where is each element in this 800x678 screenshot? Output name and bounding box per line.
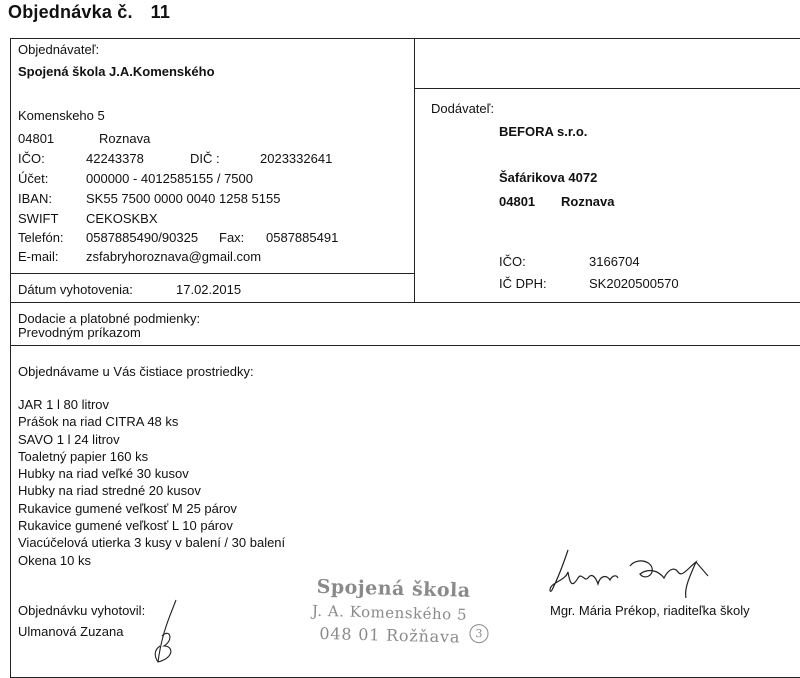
buyer-iban-label: IBAN:: [18, 191, 52, 206]
order-item: Viacúčelová utierka 3 kusy v balení / 30 balení: [18, 535, 286, 551]
buyer-iban: SK55 7500 0000 0040 1258 5155: [86, 191, 281, 206]
terms-value: Prevodným príkazom: [18, 325, 141, 340]
buyer-fax: 0587885491: [266, 230, 339, 245]
terms-label: Dodacie a platobné podmienky:: [18, 311, 201, 326]
order-intro: Objednávame u Vás čistiace prostriedky:: [18, 364, 254, 379]
buyer-email-label: E-mail:: [18, 249, 59, 264]
prepared-by-label: Objednávku vyhotovil:: [18, 603, 146, 618]
buyer-swift: CEKOSKBX: [86, 211, 158, 226]
supplier-city: Roznava: [561, 194, 615, 209]
buyer-label: Objednávateľ:: [18, 42, 100, 57]
order-title: Objednávka č.: [8, 2, 133, 22]
buyer-dic-label: DIČ :: [190, 151, 220, 166]
order-item: Hubky na riad veľké 30 kusov: [18, 466, 189, 482]
buyer-ico-label: IČO:: [18, 151, 45, 166]
order-item: Okena 10 ks: [18, 552, 91, 568]
supplier-icdph-label: IČ DPH:: [499, 276, 547, 291]
order-item: Rukavice gumené veľkosť M 25 párov: [18, 500, 237, 516]
stamp-line-3: 048 01 Rožňava: [319, 623, 461, 647]
supplier-ico: 3166704: [589, 254, 640, 269]
order-item: Prášok na riad CITRA 48 ks: [18, 414, 179, 430]
order-item: Hubky na riad stredné 20 kusov: [18, 483, 201, 499]
page-title: [8, 2, 170, 23]
buyer-street: Komenskeho 5: [18, 108, 105, 123]
director-signature: [540, 548, 720, 604]
buyer-name: Spojená škola J.A.Komenského: [18, 64, 215, 79]
divider-terms-top: [10, 302, 800, 303]
supplier-street: Šafárikova 4072: [499, 170, 598, 185]
order-number: 11: [150, 2, 171, 22]
stamp-line-2: J. A. Komenského 5: [311, 601, 468, 624]
prepared-by-name: Ulmanová Zuzana: [18, 624, 124, 639]
buyer-fax-label: Fax:: [219, 230, 245, 245]
divider-supplier-box-left: [414, 88, 415, 303]
buyer-ucet-label: Účet:: [18, 171, 49, 186]
buyer-phone-label: Telefón:: [18, 230, 64, 245]
stamp-line-1: Spojená škola: [316, 575, 471, 602]
order-item: Rukavice gumené veľkosť L 10 párov: [18, 518, 233, 534]
buyer-city: Roznava: [99, 131, 151, 146]
signer-name: Mgr. Mária Prékop, riaditeľka školy: [550, 603, 750, 618]
divider-body-top: [10, 345, 800, 346]
buyer-phone: 0587885490/90325: [86, 230, 199, 245]
supplier-icdph: SK2020500570: [589, 276, 679, 291]
buyer-zip: 04801: [18, 131, 55, 146]
order-items-list: [18, 397, 285, 570]
supplier-label: Dodávateľ:: [431, 101, 495, 116]
order-item: SAVO 1 l 24 litrov: [18, 431, 120, 447]
preparer-signature: [140, 596, 185, 668]
order-item: JAR 1 l 80 litrov: [18, 397, 110, 412]
buyer-dic: 2023332641: [260, 151, 333, 166]
date-label: Dátum vyhotovenia:: [18, 282, 133, 297]
order-item: Toaletný papier 160 ks: [18, 448, 149, 464]
buyer-email: zsfabryhoroznava@gmail.com: [86, 249, 262, 264]
supplier-name: BEFORA s.r.o.: [499, 124, 588, 139]
date-value: 17.02.2015: [176, 282, 242, 297]
school-stamp: [299, 575, 501, 650]
supplier-zip: 04801: [499, 194, 536, 209]
buyer-ucet: 000000 - 4012585155 / 7500: [86, 171, 253, 186]
stamp-number: 3: [469, 624, 488, 643]
supplier-ico-label: IČO:: [499, 254, 526, 269]
divider-date-top: [10, 273, 414, 274]
divider-buyer-top-right: [414, 88, 800, 89]
buyer-ico: 42243378: [86, 151, 144, 166]
buyer-swift-label: SWIFT: [18, 211, 59, 226]
